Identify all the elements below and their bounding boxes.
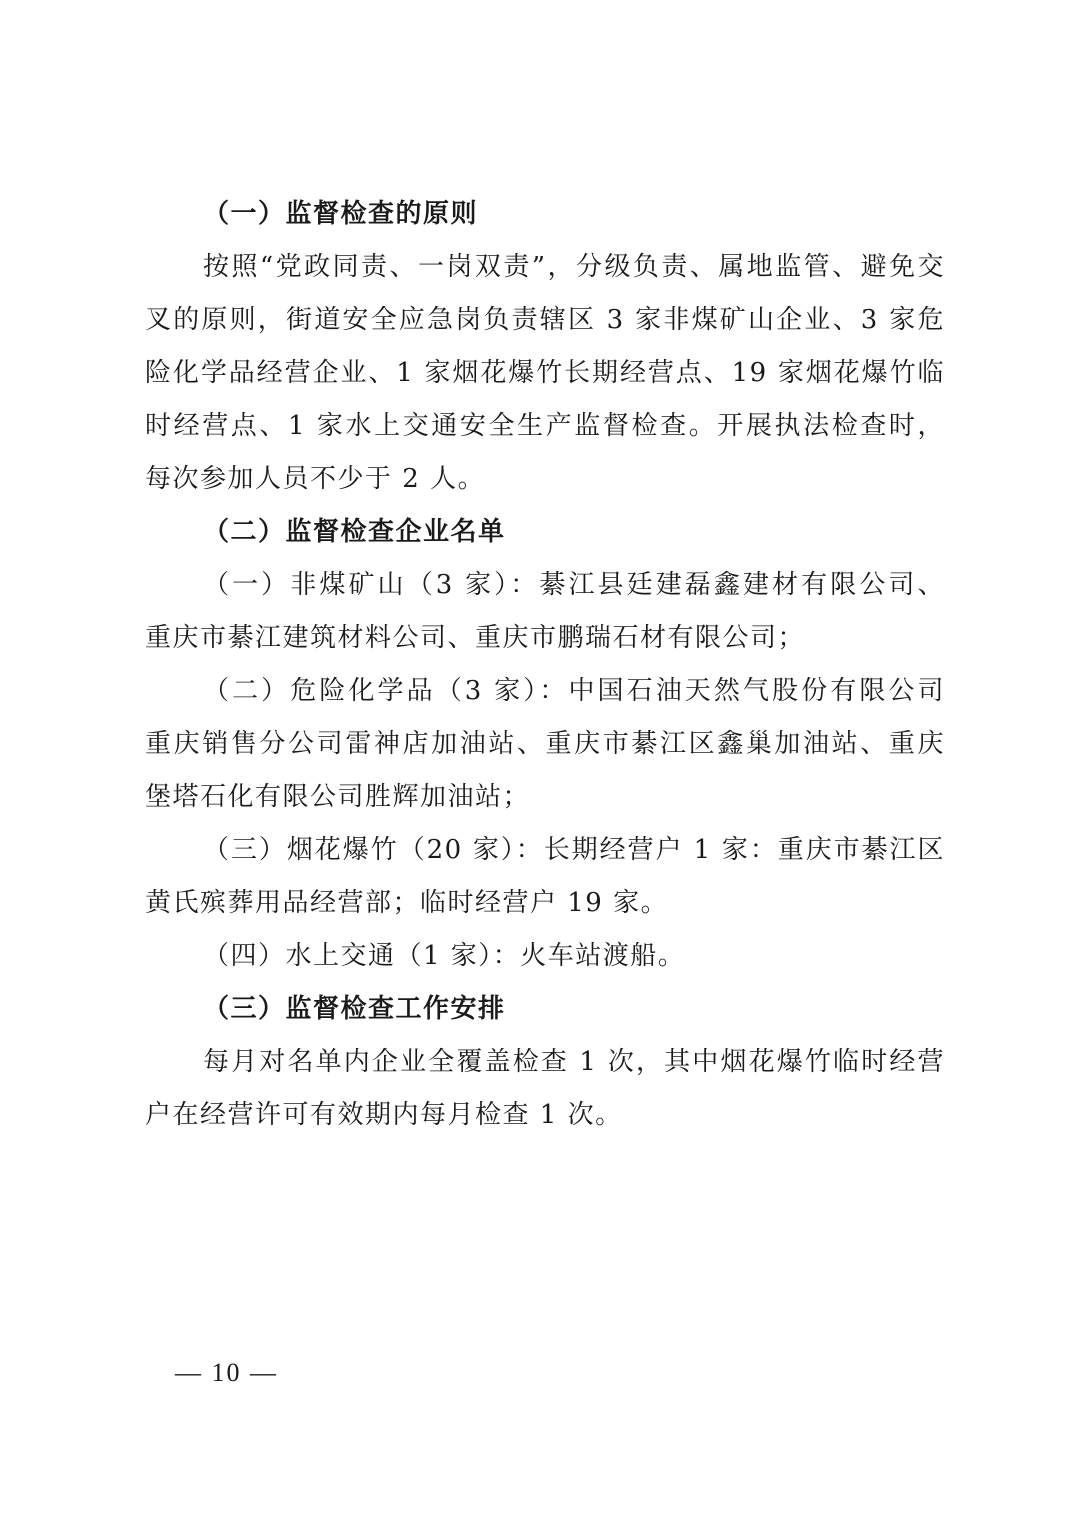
- section-heading-principles: （一）监督检查的原则: [203, 199, 479, 229]
- paragraph-line: 叉的原则，街道安全应急岗负责辖区 3 家非煤矿山企业、3 家危: [145, 305, 945, 335]
- paragraph-line: 险化学品经营企业、1 家烟花爆竹长期经营点、19 家烟花爆竹临: [145, 358, 945, 388]
- paragraph-line: 户在经营许可有效期内每月检查 1 次。: [145, 1100, 623, 1130]
- paragraph-line: 每次参加人员不少于 2 人。: [145, 464, 486, 494]
- section-heading-work-arrangement: （三）监督检查工作安排: [203, 994, 506, 1024]
- paragraph-line: 重庆市綦江建筑材料公司、重庆市鹏瑞石材有限公司；: [145, 623, 806, 653]
- page-number: — 10 —: [175, 1358, 278, 1387]
- paragraph-line: （一）非煤矿山（3 家）：綦江县廷建磊鑫建材有限公司、: [203, 570, 945, 600]
- paragraph-line: 每月对名单内企业全覆盖检查 1 次，其中烟花爆竹临时经营: [203, 1047, 945, 1077]
- paragraph-line: 重庆销售分公司雷神店加油站、重庆市綦江区鑫巢加油站、重庆: [145, 729, 945, 759]
- paragraph-line: 按照“党政同责、一岗双责”，分级负责、属地监管、避免交: [203, 252, 945, 282]
- paragraph-line: （三）烟花爆竹（20 家）：长期经营户 1 家：重庆市綦江区: [203, 835, 945, 865]
- paragraph-line: （四）水上交通（1 家）：火车站渡船。: [203, 941, 686, 971]
- section-heading-enterprise-list: （二）监督检查企业名单: [203, 517, 506, 547]
- paragraph-line: 黄氏殡葬用品经营部；临时经营户 19 家。: [145, 888, 669, 918]
- paragraph-line: 时经营点、1 家水上交通安全生产监督检查。开展执法检查时，: [145, 411, 945, 441]
- paragraph-line: 堡塔石化有限公司胜辉加油站；: [145, 782, 531, 812]
- paragraph-line: （二）危险化学品（3 家）：中国石油天然气股份有限公司: [203, 676, 945, 706]
- document-body: [145, 188, 945, 1142]
